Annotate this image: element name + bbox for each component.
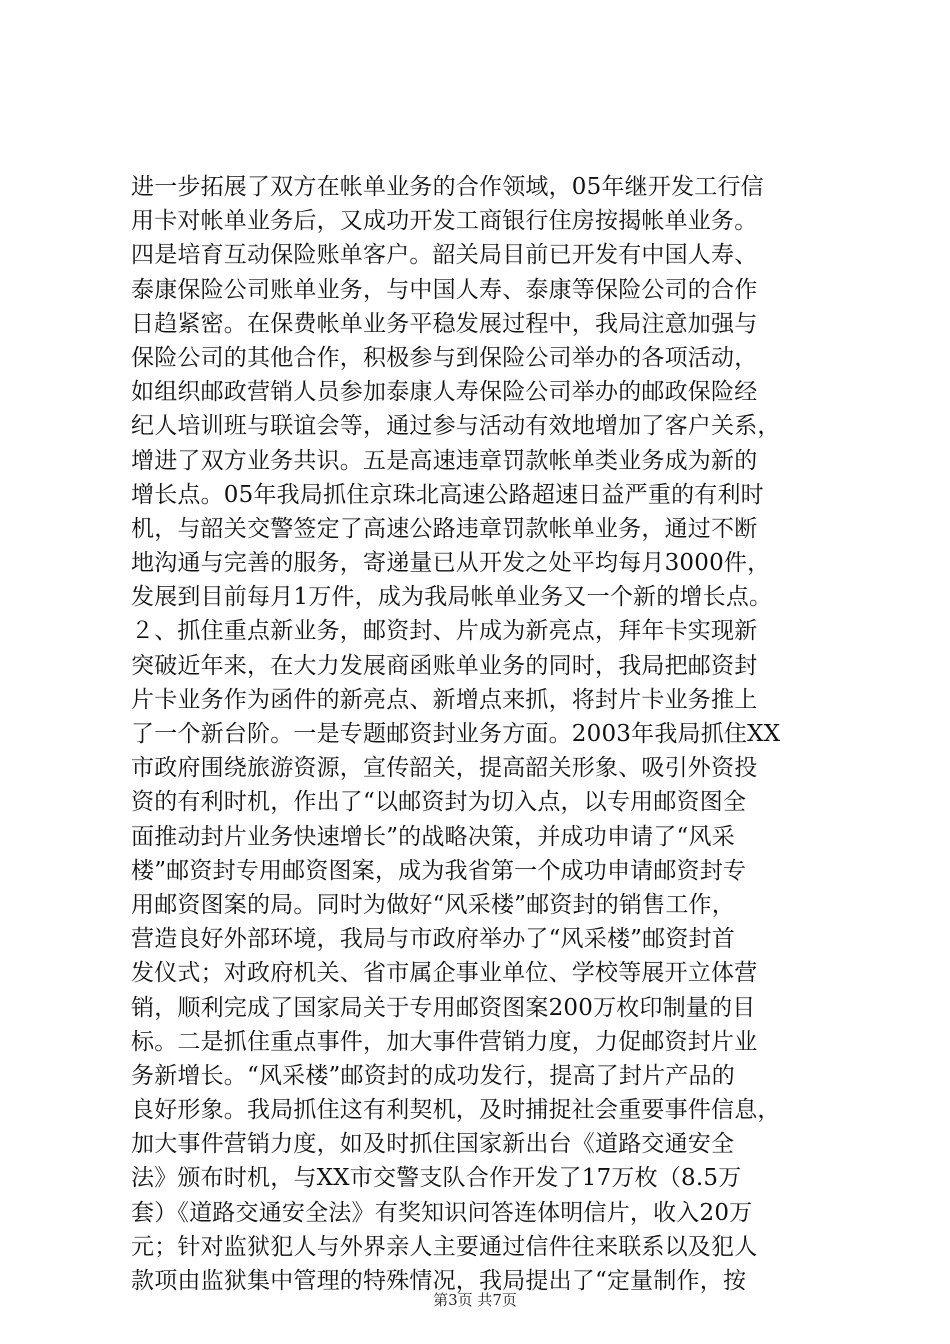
text-line: 标。二是抓住重点事件，加大事件营销力度，力促邮资封片业 [131, 1028, 758, 1055]
text-line: 发仪式；对政府机关、省市属企事业单位、学校等展开立体营 [131, 960, 758, 987]
text-line: 发展到目前每月1万件，成为我局帐单业务又一个新的增长点。 [131, 584, 773, 611]
text-line: 元；针对监狱犯人与外界亲人主要通过信件往来联系以及犯人 [131, 1233, 758, 1260]
text-line: 四是培育互动保险账单客户。韶关局目前已开发有中国人寿、 [131, 242, 758, 269]
text-line: 市政府围绕旅游资源，宣传韶关，提高韶关形象、吸引外资投 [131, 755, 758, 782]
text-line: 良好形象。我局抓住这有利契机，及时捕捉社会重要事件信息， [131, 1097, 781, 1124]
text-line: 务新增长。“风采楼”邮资封的成功发行，提高了封片产品的 [131, 1062, 735, 1089]
text-line: 增长点。05年我局抓住京珠北高速公路超速日益严重的有利时 [131, 481, 764, 508]
text-line: 用卡对帐单业务后，又成功开发工商银行住房按揭帐单业务。 [131, 208, 758, 235]
text-line: 机，与韶关交警签定了高速公路违章罚款帐单业务，通过不断 [131, 515, 758, 542]
page-number-footer: 第3页 共7页 [433, 1291, 517, 1309]
text-line: 地沟通与完善的服务，寄递量已从开发之处平均每月3000件， [131, 550, 771, 577]
text-line: 楼”邮资封专用邮资图案，成为我省第一个成功申请邮资封专 [131, 857, 747, 884]
text-line: 增进了双方业务共识。五是高速违章罚款帐单类业务成为新的 [131, 447, 758, 474]
text-line: 片卡业务作为函件的新亮点、新增点来抓，将封片卡业务推上 [131, 686, 758, 713]
text-line: 法》颁布时机，与XX市交警支队合作开发了17万枚（8.5万 [131, 1165, 742, 1192]
text-line: 进一步拓展了双方在帐单业务的合作领域，05年继开发工行信 [131, 174, 764, 200]
text-line: 营造良好外部环境，我局与市政府举办了“风采楼”邮资封首 [131, 926, 735, 953]
text-line: 日趋紧密。在保费帐单业务平稳发展过程中，我局注意加强与 [131, 310, 758, 337]
text-line: 了一个新台阶。一是专题邮资封业务方面。2003年我局抓住XX [131, 721, 781, 747]
text-line: 款项由监狱集中管理的特殊情况，我局提出了“定量制作，按 [131, 1268, 747, 1294]
body-text [131, 170, 831, 1298]
text-line: 加大事件营销力度，如及时抓住国家新出台《道路交通安全 [131, 1131, 735, 1158]
text-line: 面推动封片业务快速增长”的战略决策，并成功申请了“风采 [131, 823, 735, 850]
text-line: 如组织邮政营销人员参加泰康人寿保险公司举办的邮政保险经 [131, 379, 758, 406]
text-line: 泰康保险公司账单业务，与中国人寿、泰康等保险公司的合作 [131, 276, 758, 303]
text-line: ２、抓住重点新业务，邮资封、片成为新亮点，拜年卡实现新 [131, 618, 758, 645]
text-line: 销，顺利完成了国家局关于专用邮资图案200万枚印制量的目 [131, 994, 756, 1021]
text-line: 套）《道路交通安全法》有奖知识问答连体明信片，收入20万 [131, 1199, 753, 1226]
text-line: 资的有利时机，作出了“以邮资封为切入点，以专用邮资图全 [131, 789, 747, 816]
text-line: 用邮资图案的局。同时为做好“风采楼”邮资封的销售工作， [131, 891, 735, 918]
text-line: 纪人培训班与联谊会等，通过参与活动有效地增加了客户关系， [131, 413, 781, 440]
text-line: 保险公司的其他合作，积极参与到保险公司举办的各项活动， [131, 344, 758, 371]
text-line: 突破近年来，在大力发展商函账单业务的同时，我局把邮资封 [131, 652, 758, 679]
